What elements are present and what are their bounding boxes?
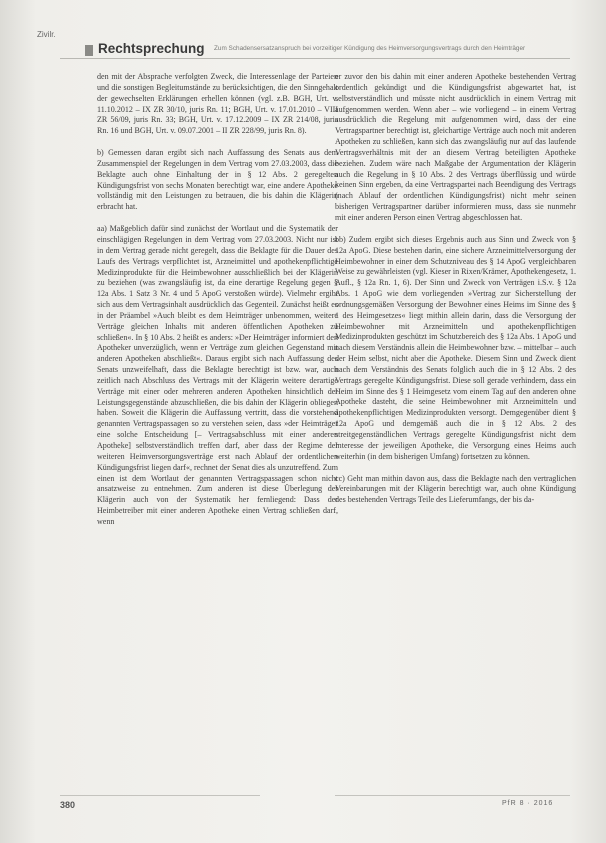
paragraph: cc) Geht man mithin davon aus, dass die Beklagte nach den vertraglichen Vereinbarungen mit der Klägerin berechtigt war, auch ohne Kündigung des bestehenden Vertrags Teile des Lieferumfangs, der bis da- bbox=[335, 473, 576, 505]
right-column bbox=[335, 72, 576, 517]
paragraph: er zuvor den bis dahin mit einer anderen Apotheke bestehenden Vertrag ordentlich gekündigt und die Kündigungsfrist abgewartet hat, ist selbstverständlich und müsste nicht ausdrücklich in einem Vertrag mit aufgenommen werden. Wenn aber – wie vorliegend – in einem Vertrag ausdrücklich die Regelung mit aufgenommen wird, dass der eine Vertragspartner berechtigt ist, gleichartige Verträge auch noch mit anderen Apotheken zu schließen, kann sich das zwangsläufig nur auf das laufende Vertragsverhältnis mit der an diesem Vertrag beteiligten Apotheke beziehen. Zudem wäre nach Maßgabe der Argumentation der Klägerin auch die Regelung in § 10 Abs. 2 des Vertrags überflüssig und würde keinen Sinn ergeben, da eine Vertragspartei nach Beendigung des Vertrags (nach Ablauf der ordentlichen Kündigungsfrist) nicht mehr seinen bisherigen Vertragspartner darüber informieren muss, dass sie nunmehr mit einer anderen Person einen Vertrag abgeschlossen hat. bbox=[335, 72, 576, 222]
paragraph: bb) Zudem ergibt sich dieses Ergebnis auch aus Sinn und Zweck von § 12a ApoG. Diese bestehen darin, eine sichere Arzneimittelversorgung der Heimbewohner in einer dem Schutzniveau des § 14 ApoG vergleichbaren Weise zu gewährleisten (vgl. Kieser in Rixen/Krämer, Apothekengesetz, 1. Aufl., § 12a Rn. 1, 6). Der Sinn und Zweck von Verträgen i.S.v. § 12a Abs. 1 ApoG wie dem vorliegenden »Vertrag zur Sicherstellung der ordnungsgemäßen Versorgung der Bewohner eines Heims im Sinne des § 1 des Heimgesetzes« liegt mithin allein darin, dass die Versorgung der Heimbewohner mit Arzneimitteln und apothekenpflichtigen Medizinprodukten geschützt im Schutzbereich des § 12a Abs. 1 ApoG und nach diesem Verständnis allein die Heimbewohner bzw. – mittelbar – auch der Heim selbst, nicht aber die Apotheke. Diesem Sinn und Zweck dient nach dem Verständnis des Senats folglich auch die in § 12 Abs. 2 des Vertrags geregelte Kündigungsfrist. Diese soll gerade verhindern, dass ein Heim im Sinne des § 1 Heimgesetz vom einem Tag auf den anderen ohne Apotheke dasteht, die seine Heimbewohner mit Arzneimitteln und apothekenpflichtigen Medizinprodukten versorgt. Demgegenüber dient § 12a ApoG und demgemäß auch die in § 12 Abs. 2 des streitgegenständlichen Vertrags geregelte Kündigungsfrist nicht dem Interesse der jeweiligen Apotheke, die Versorgung eines Heims auch weiterhin (in dem bisherigen Umfang) fortsetzen zu können. bbox=[335, 234, 576, 461]
journal-citation: PfR 8 · 2016 bbox=[502, 800, 554, 807]
paragraph: den mit der Absprache verfolgten Zweck, die Interessenlage der Parteien und die sonstigen Begleitumstände zu berücksichtigen, die den Sinngehalt der gewechselten Erklärungen erhellen können (vgl. z.B. BGH, Urt. v. 11.10.2012 – IX ZR 30/10, juris Rn. 11; BGH, Urt. v. 17.01.2010 – VIII ZR 56/09, juris Rn. 33; BGH, Urt. v. 17.12.2009 – IX ZR 214/08, juris Rn. 16 und BGH, Urt. v. 09.07.2001 – II ZR 228/99, juris Rn. 8). bbox=[97, 72, 338, 136]
paragraph: b) Gemessen daran ergibt sich nach Auffassung des Senats aus dem Zusammenspiel der Regelungen in dem Vertrag vom 27.03.2003, dass die Beklagte auch ohne Einhaltung der in § 12 Abs. 2 geregelten Kündigungsfrist von sechs Monaten berechtigt war, eine andere Apotheke vollständig mit den Leistungen zu betrauen, die bis dahin die Klägerin erbracht hat. bbox=[97, 148, 338, 212]
paragraph: aa) Maßgeblich dafür sind zunächst der Wortlaut und die Systematik der einschlägigen Regelungen in dem Vertrag vom 27.03.2003. Nicht nur ist in dem Vertrag gerade nicht geregelt, dass die Beklagte für die Dauer des Laufs des Vertrags verpflichtet ist, Arzneimittel und apothekenpflichtige Medizinprodukte für die Heimbewohner ausschließlich bei der Klägerin zu beziehen (was zwangsläufig ist, da eine derartige Regelung gegen § 12a Abs. 1 Satz 3 Nr. 4 und 5 ApoG verstoßen würde). Vielmehr ergibt sich aus dem Vertragsinhalt ausdrücklich das Gegenteil. Zunächst heißt es in der Präambel »Auch bleibt es dem Heimträger unbenommen, weitere Verträge gleichen Inhalts mit anderen öffentlichen Apotheken zu schließen«. In § 10 Abs. 2 heißt es anders: »Der Heimträger informiert den Apotheker unverzüglich, wenn er Verträge zum gleichen Gegenstand mit anderen Apotheken abschließt«. Daraus ergibt sich nach Auffassung des Senats unzweifelhaft, dass die Beklagte berechtigt ist bzw. war, auch zeitlich nach Abschluss des Vertrags mit der Klägerin weitere derartige Verträge mit einer oder mehreren anderen Apotheken hinsichtlich der Leistungsgegenstände abzuschließen, die bis dahin der Klägerin obliegen haben. Soweit die Klägerin die Auffassung vertritt, dass die vorstehend genannten Vertragspassagen so zu verstehen seien, dass »der Heimträger eine solche Entscheidung [– Vertragsabschluss mit einer anderen Apotheke] selbstverständlich treffen darf, aber dass der Regime der weiteren Heimversorgungsverträge erst nach Ablauf der ordentlichen Kündigungsfrist liegen darf«, rechnet der Senat dies als unzutreffend. Zum einen ist dem Wortlaut der genannten Vertragspassagen schon nicht ansatzweise zu entnehmen. Zum anderen ist diese Überlegung der Klägerin auch von der Systematik her fernliegend: Dass der Heimbetreiber mit einer anderen Apotheke einen Vertrag schließen darf, wenn bbox=[97, 224, 338, 526]
footer-rule-left bbox=[60, 795, 260, 796]
page-number: 380 bbox=[60, 800, 76, 810]
running-header bbox=[60, 41, 570, 59]
footer-rule-right bbox=[335, 795, 570, 796]
section-marker-icon bbox=[85, 45, 93, 56]
section-title: Rechtsprechung bbox=[98, 41, 205, 56]
kicker-label: Zivilr. bbox=[37, 30, 56, 39]
left-column bbox=[97, 72, 338, 539]
header-subtitle: Zum Schadensersatzanspruch bei vorzeitiger Kündigung des Heimversorgungsvertrags durch den Heimträger bbox=[214, 45, 526, 52]
